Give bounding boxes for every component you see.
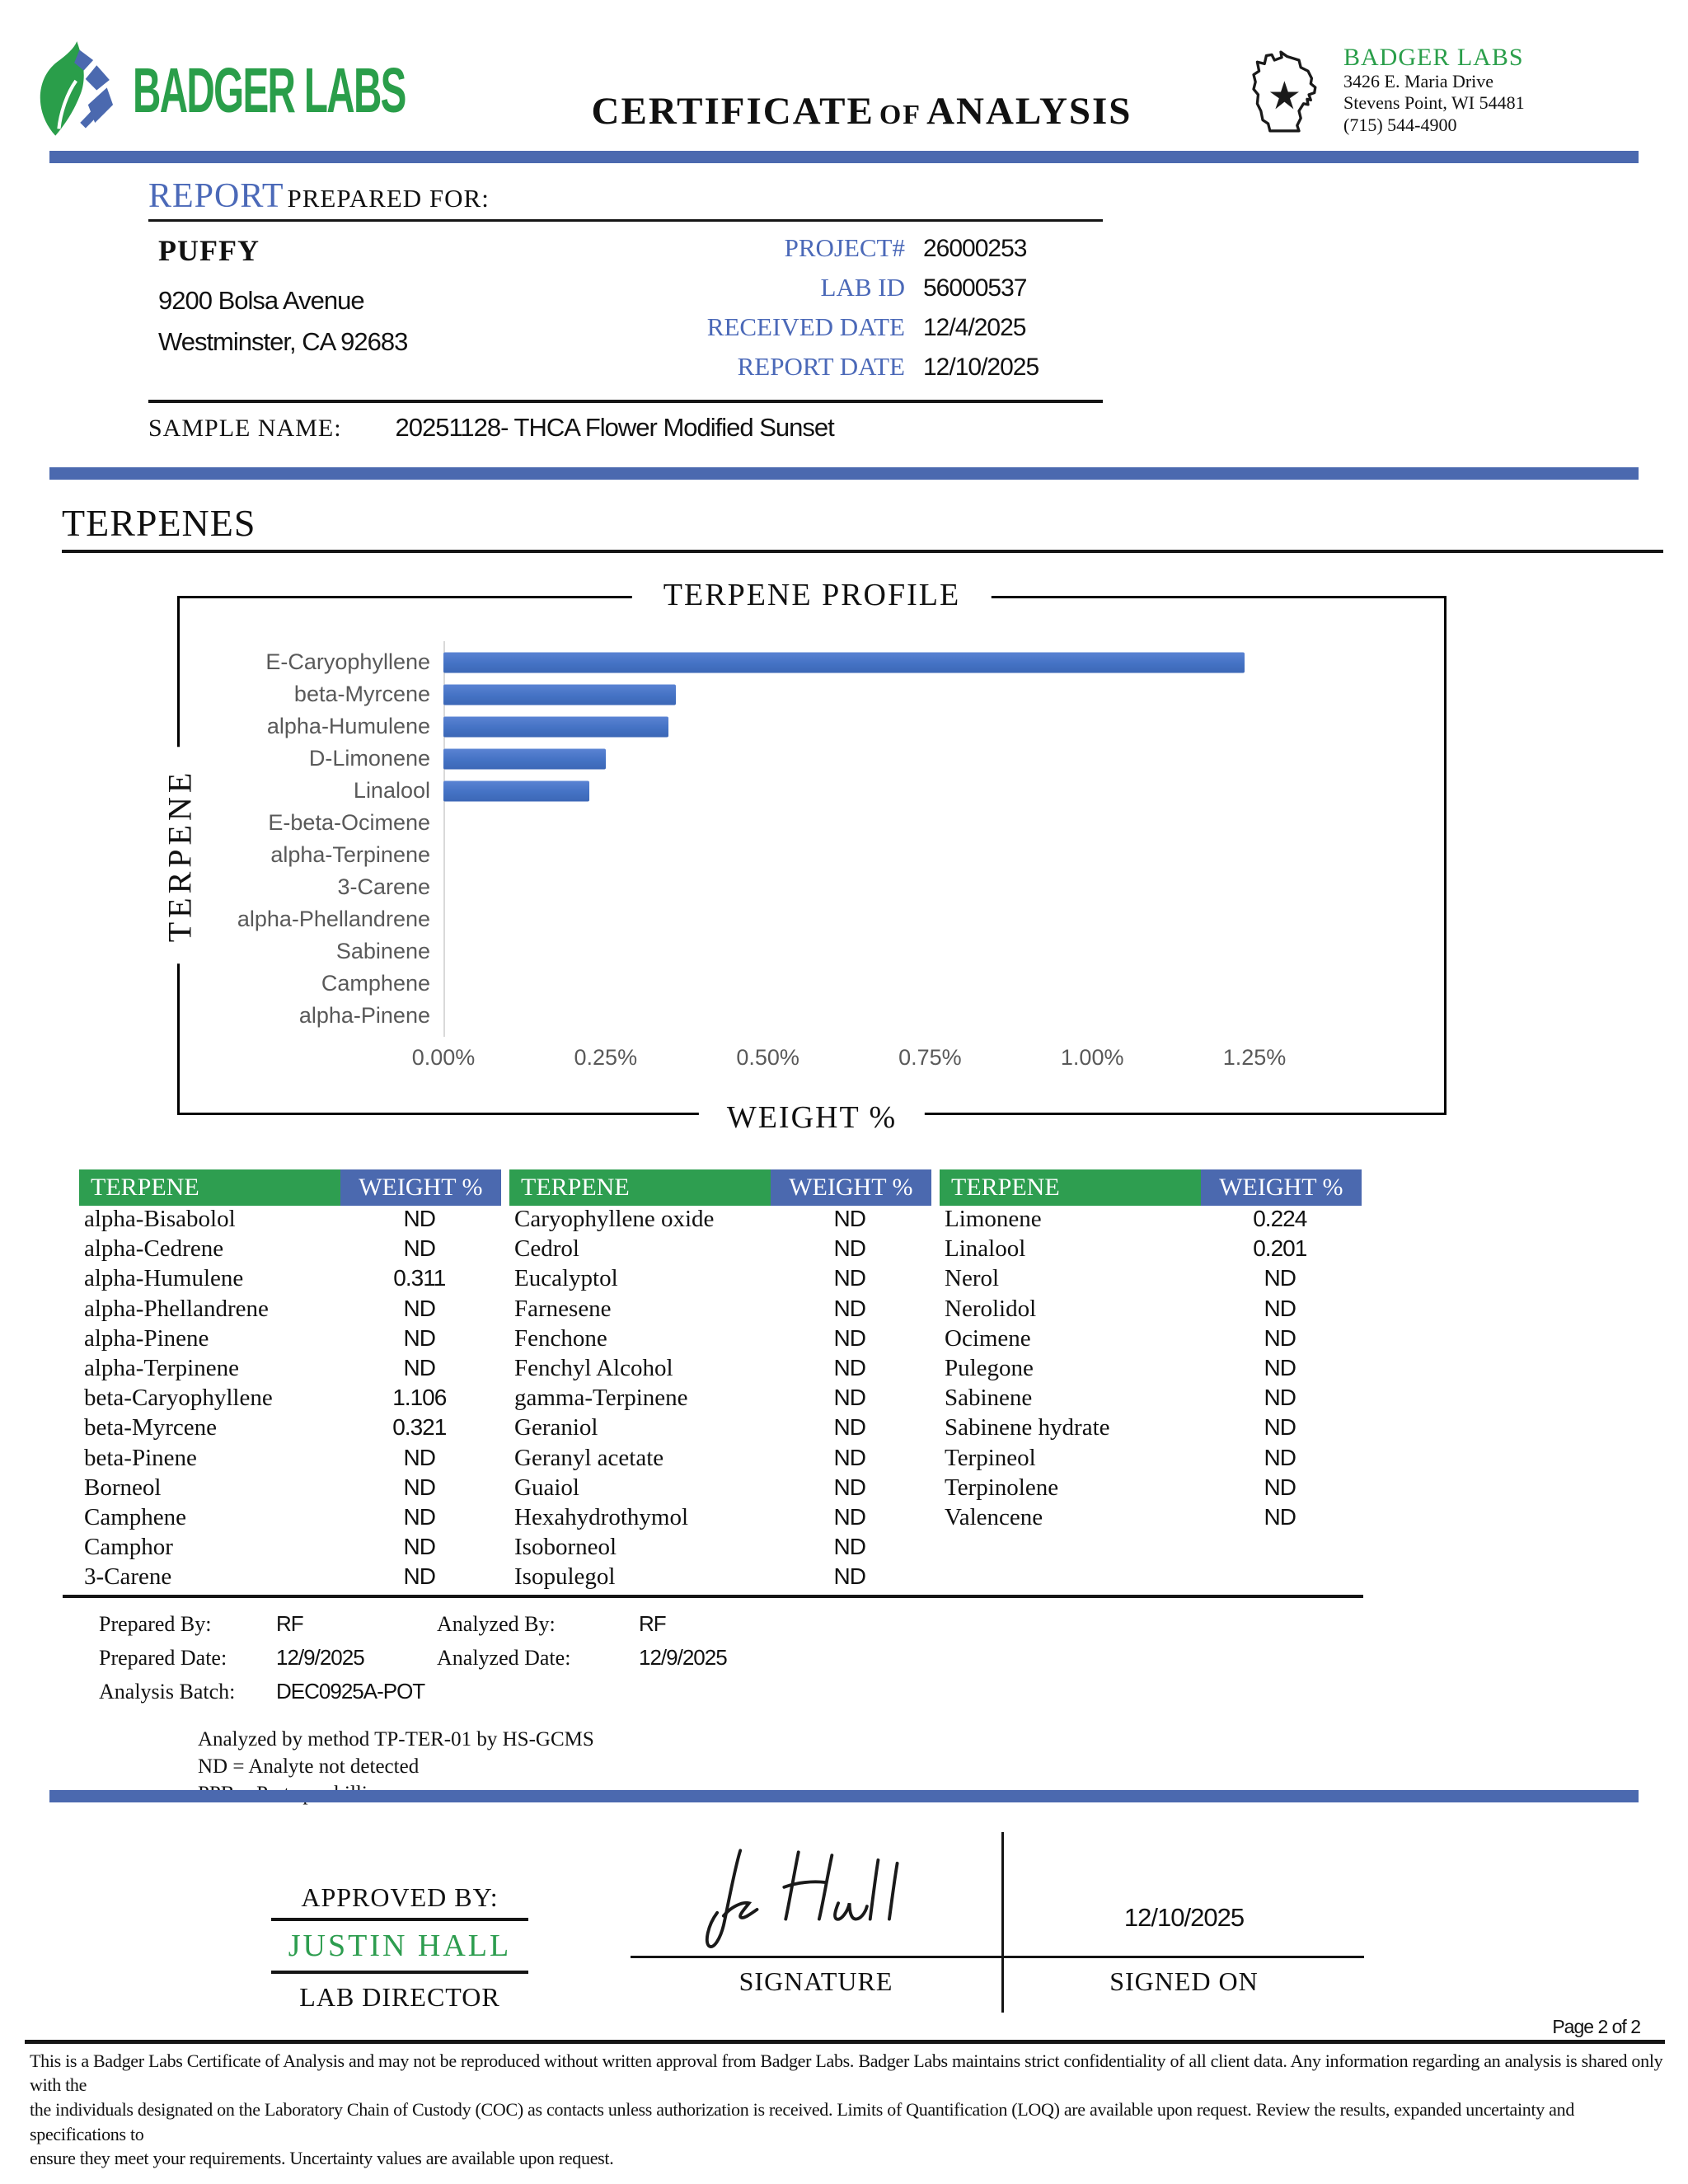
signature-label: SIGNATURE (738, 1966, 893, 1996)
weight-value-cell: ND (1264, 1385, 1296, 1411)
terpene-name-cell: Fenchyl Alcohol (514, 1354, 673, 1381)
signed-on-date: 12/10/2025 (1123, 1902, 1245, 1932)
meta-label: LAB ID (820, 273, 905, 302)
meta-row (575, 352, 1103, 382)
weight-value-cell: ND (403, 1563, 435, 1590)
table-row (79, 1504, 501, 1534)
client-address-line2: Westminster, CA 92683 (158, 327, 408, 356)
chart-bar (443, 684, 676, 705)
terpene-name-cell: alpha-Bisabolol (84, 1206, 236, 1232)
chart-row (180, 935, 1349, 968)
meta-value: 56000537 (923, 274, 1027, 302)
terpene-name-cell: Nerol (945, 1265, 1000, 1292)
approved-by-inner (271, 1882, 528, 2013)
meta-value: 12/4/2025 (923, 314, 1026, 341)
terpene-column-header: TERPENE (79, 1169, 340, 1206)
terpene-profile-chart (161, 578, 1447, 1135)
weight-column-header: WEIGHT % (340, 1169, 501, 1206)
table-row (940, 1385, 1362, 1414)
table-row (509, 1474, 931, 1504)
chart-rows (180, 646, 1349, 1032)
terpenes-section-title: TERPENES (62, 501, 1663, 553)
chart-bar (443, 748, 606, 769)
terpene-results-table (79, 1169, 1362, 1593)
signature-icon (692, 1836, 940, 1956)
title-certificate: CERTIFICATE (591, 90, 874, 133)
footer-block (0, 1790, 1688, 2184)
table-row (940, 1474, 1362, 1504)
table-group-1-rows (79, 1206, 501, 1593)
report-meta (575, 233, 1103, 391)
table-row (940, 1445, 1362, 1474)
table-group-3-rows (940, 1206, 1362, 1534)
meta-row (575, 312, 1103, 342)
disclaimer-line: the individuals designated on the Laboratory Chain of Custody (COC) as contacts unless authorization is received. Limits of Quantification (LOQ) are available upon request. Review the results, expanded uncertainty and specifications to (30, 2098, 1575, 2144)
terpene-name-cell: Cedrol (514, 1235, 579, 1263)
weight-value-cell: ND (403, 1235, 435, 1262)
chart-bar (443, 716, 668, 737)
analyzed-date-label: Analyzed Date: (437, 1646, 571, 1671)
terpene-name-cell: Camphor (84, 1534, 173, 1561)
weight-value-cell: ND (833, 1563, 865, 1590)
analyzed-by-label: Analyzed By: (437, 1612, 556, 1637)
chart-title: TERPENE PROFILE (632, 577, 992, 613)
report-heading (148, 176, 1103, 222)
weight-value-cell: ND (833, 1444, 865, 1470)
signed-on-cell (1001, 1832, 1364, 1958)
meta-label: PROJECT# (784, 233, 905, 262)
table-row (79, 1325, 501, 1355)
chart-bar-track (443, 903, 1349, 935)
table-row (509, 1296, 931, 1325)
chart-row (180, 968, 1349, 1000)
table-group-3 (940, 1169, 1362, 1593)
table-row (79, 1296, 501, 1325)
chart-category-label: D-Limonene (308, 746, 430, 771)
weight-value-cell: ND (833, 1354, 865, 1380)
weight-value-cell: ND (403, 1474, 435, 1500)
chart-category-label: alpha-Pinene (298, 1003, 430, 1028)
weight-value-cell: ND (403, 1534, 435, 1560)
chart-x-tick: 0.25% (574, 1045, 638, 1070)
weight-value-cell: 0.321 (392, 1414, 447, 1441)
table-row (509, 1325, 931, 1355)
terpene-name-cell: alpha-Humulene (84, 1265, 244, 1292)
chart-bar-track (443, 710, 1349, 743)
weight-value-cell: ND (833, 1265, 865, 1291)
table-header (509, 1169, 931, 1206)
approval-section (169, 1832, 1688, 2013)
chart-x-tick: 0.00% (411, 1045, 476, 1070)
page-number: Page 2 of 2 (1552, 2015, 1640, 2037)
lab-address-block (1245, 45, 1640, 139)
meta-value: 26000253 (923, 235, 1027, 262)
weight-value-cell: ND (1264, 1354, 1296, 1380)
divider-bar-bottom (49, 1790, 1639, 1802)
table-row (940, 1265, 1362, 1295)
chart-x-ticks (411, 1045, 1287, 1080)
title-of: OF (879, 100, 922, 130)
lab-director-name: JUSTIN HALL (271, 1921, 528, 1974)
meta-value: 12/10/2025 (923, 354, 1039, 381)
weight-value-cell: ND (833, 1534, 865, 1560)
chart-row (180, 775, 1349, 807)
terpene-name-cell: Linalool (945, 1235, 1026, 1263)
weight-value-cell: ND (403, 1206, 435, 1231)
terpene-name-cell: Fenchone (514, 1324, 607, 1352)
table-row (79, 1265, 501, 1295)
chart-bar (443, 780, 589, 801)
table-group-1 (79, 1169, 501, 1593)
chart-bar (443, 652, 1245, 673)
chart-plot-area (180, 598, 1444, 1080)
prepared-date-label: Prepared Date: (99, 1646, 227, 1671)
chart-bar-track (443, 1000, 1349, 1032)
terpene-name-cell: Hexahydrothymol (514, 1503, 689, 1530)
table-row (79, 1474, 501, 1504)
badger-labs-logo (30, 40, 479, 143)
meta-label: RECEIVED DATE (706, 312, 905, 341)
chart-row (180, 710, 1349, 743)
report-word: REPORT (148, 177, 284, 215)
meta-row (575, 233, 1103, 263)
weight-value-cell: 0.311 (393, 1265, 446, 1291)
wisconsin-state-icon (1245, 45, 1335, 139)
prepared-by-value: RF (276, 1611, 303, 1637)
table-row (79, 1385, 501, 1414)
disclaimer-line: This is a Badger Labs Certificate of Analysis and may not be reproduced without written approval from Badger Labs. Badger Labs maintains strict confidentiality of all client data. Any information regarding an analysis is shared only with the (30, 2050, 1663, 2096)
analyzed-date-value: 12/9/2025 (639, 1645, 727, 1671)
weight-value-cell: 1.106 (392, 1385, 447, 1411)
header (0, 0, 1688, 143)
chart-x-tick: 0.75% (898, 1045, 962, 1070)
table-row (940, 1355, 1362, 1385)
weight-value-cell: ND (833, 1503, 865, 1530)
lab-address-line1: 3426 E. Maria Drive (1343, 70, 1494, 91)
table-group-2-rows (509, 1206, 931, 1593)
table-row (509, 1445, 931, 1474)
terpene-name-cell: Limonene (945, 1206, 1042, 1232)
terpene-name-cell: beta-Pinene (84, 1444, 197, 1471)
weight-value-cell: ND (1264, 1324, 1296, 1351)
chart-bar-track (443, 646, 1349, 678)
terpene-name-cell: Borneol (84, 1474, 162, 1501)
table-row (940, 1235, 1362, 1265)
terpene-name-cell: Isoborneol (514, 1534, 617, 1561)
terpene-name-cell: Camphene (84, 1503, 187, 1530)
lab-info (1343, 45, 1525, 139)
table-row (940, 1296, 1362, 1325)
chart-category-label: Camphene (321, 971, 430, 996)
client-name: PUFFY (158, 234, 260, 267)
table-group-2 (509, 1169, 931, 1593)
disclaimer-line: ensure they meet your requirements. Uncertainty values are available upon request. (30, 2148, 614, 2169)
weight-value-cell: ND (403, 1295, 435, 1321)
chart-bar-track (443, 935, 1349, 968)
analysis-batch-label: Analysis Batch: (99, 1680, 236, 1704)
terpene-column-header: TERPENE (509, 1169, 771, 1206)
terpene-name-cell: Pulegone (945, 1354, 1034, 1381)
chart-x-axis-label: WEIGHT % (699, 1099, 925, 1136)
weight-value-cell: ND (833, 1385, 865, 1411)
terpene-name-cell: Farnesene (514, 1295, 612, 1322)
chart-row (180, 871, 1349, 903)
table-row (509, 1235, 931, 1265)
chart-x-tick: 1.25% (1222, 1045, 1287, 1070)
terpene-name-cell: Eucalyptol (514, 1265, 618, 1292)
analysis-notes-grid (99, 1611, 1688, 1704)
analysis-notes (99, 1611, 1688, 1807)
weight-value-cell: ND (1264, 1474, 1296, 1500)
weight-value-cell: ND (833, 1206, 865, 1231)
chart-category-label: E-beta-Ocimene (268, 810, 430, 835)
chart-category-label: E-Caryophyllene (265, 649, 430, 674)
chart-row (180, 678, 1349, 710)
weight-value-cell: ND (403, 1354, 435, 1380)
table-row (940, 1206, 1362, 1235)
chart-category-label: alpha-Terpinene (270, 842, 430, 867)
chart-bar-track (443, 807, 1349, 839)
table-row (79, 1235, 501, 1265)
table-header (79, 1169, 501, 1206)
page-title (479, 89, 1245, 134)
chart-row (180, 1000, 1349, 1032)
table-row (79, 1206, 501, 1235)
chart-x-tick: 1.00% (1060, 1045, 1124, 1070)
signed-on-label: SIGNED ON (1001, 1958, 1364, 2013)
nd-note: ND = Analyte not detected (198, 1755, 420, 1779)
terpene-name-cell: alpha-Terpinene (84, 1354, 239, 1381)
terpene-name-cell: Sabinene hydrate (945, 1414, 1110, 1441)
chart-row (180, 646, 1349, 678)
title-analysis: ANALYSIS (926, 90, 1132, 133)
table-row (509, 1265, 931, 1295)
terpene-name-cell: Valencene (945, 1503, 1043, 1530)
chart-category-label: alpha-Phellandrene (237, 907, 430, 931)
terpene-name-cell: beta-Myrcene (84, 1414, 218, 1441)
weight-value-cell: ND (833, 1235, 865, 1262)
logo-wordmark: BADGER LABS (133, 55, 406, 127)
table-row (79, 1445, 501, 1474)
weight-value-cell: ND (1264, 1295, 1296, 1321)
table-row (940, 1504, 1362, 1534)
lab-director-role: LAB DIRECTOR (299, 1981, 500, 2012)
chart-category-label: Linalool (353, 778, 430, 803)
terpene-name-cell: Guaiol (514, 1474, 579, 1501)
table-row (940, 1325, 1362, 1355)
terpene-name-cell: Nerolidol (945, 1295, 1037, 1322)
terpene-name-cell: alpha-Pinene (84, 1324, 209, 1352)
weight-value-cell: ND (833, 1414, 865, 1441)
prepared-by-label: Prepared By: (99, 1612, 212, 1637)
table-row (940, 1414, 1362, 1444)
sample-name-label: SAMPLE NAME: (148, 415, 342, 442)
terpene-name-cell: Ocimene (945, 1324, 1031, 1352)
table-row (509, 1534, 931, 1563)
approved-by-label: APPROVED BY: (271, 1882, 528, 1921)
chart-category-label: beta-Myrcene (293, 682, 430, 706)
chart-category-label: Sabinene (335, 939, 430, 963)
table-row (79, 1355, 501, 1385)
chart-row (180, 743, 1349, 775)
meta-label: REPORT DATE (737, 352, 905, 381)
signature-cell (631, 1832, 1001, 1958)
analyzed-by-value: RF (639, 1611, 666, 1637)
chart-bar-track (443, 968, 1349, 1000)
terpene-name-cell: beta-Caryophyllene (84, 1385, 273, 1412)
weight-value-cell: 0.224 (1253, 1206, 1307, 1231)
table-row (79, 1563, 501, 1593)
terpene-column-header: TERPENE (940, 1169, 1201, 1206)
weight-value-cell: ND (1264, 1503, 1296, 1530)
report-section (148, 176, 1103, 446)
chart-x-tick: 0.50% (736, 1045, 799, 1070)
client-block (148, 233, 575, 391)
weight-value-cell: ND (403, 1324, 435, 1351)
footer-rule (25, 2040, 1665, 2044)
approved-by-block (169, 1882, 631, 2013)
terpene-name-cell: Terpinolene (945, 1474, 1059, 1501)
weight-value-cell: 0.201 (1253, 1235, 1307, 1262)
chart-row (180, 839, 1349, 871)
weight-value-cell: ND (403, 1503, 435, 1530)
weight-value-cell: ND (403, 1444, 435, 1470)
weight-value-cell: ND (833, 1324, 865, 1351)
chart-bar-track (443, 743, 1349, 775)
chart-bar-track (443, 839, 1349, 871)
table-row (509, 1206, 931, 1235)
chart-category-label: alpha-Humulene (266, 714, 430, 738)
leaf-logo-icon (30, 40, 133, 143)
weight-column-header: WEIGHT % (1201, 1169, 1362, 1206)
table-header (940, 1169, 1362, 1206)
terpene-name-cell: Geranyl acetate (514, 1444, 664, 1471)
chart-category-label: 3-Carene (337, 874, 430, 899)
table-bottom-rule (63, 1595, 1363, 1598)
terpene-name-cell: Isopulegol (514, 1563, 616, 1591)
lab-phone: (715) 544-4900 (1343, 115, 1457, 136)
terpene-name-cell: 3-Carene (84, 1563, 172, 1591)
sample-name-row (148, 403, 1103, 446)
disclaimer-text (30, 2049, 1663, 2171)
terpene-name-cell: alpha-Cedrene (84, 1235, 224, 1263)
divider-bar-top (49, 151, 1639, 163)
terpene-name-cell: Geraniol (514, 1414, 598, 1441)
divider-bar-middle (49, 467, 1639, 480)
client-address-line1: 9200 Bolsa Avenue (158, 286, 364, 315)
weight-value-cell: ND (1264, 1265, 1296, 1291)
table-row (509, 1504, 931, 1534)
table-row (509, 1385, 931, 1414)
table-row (509, 1563, 931, 1593)
terpene-name-cell: Caryophyllene oxide (514, 1206, 715, 1232)
chart-row (180, 807, 1349, 839)
chart-bar-track (443, 678, 1349, 710)
method-note: Analyzed by method TP-TER-01 by HS-GCMS (198, 1728, 594, 1751)
table-row (509, 1414, 931, 1444)
terpene-name-cell: Sabinene (945, 1385, 1033, 1412)
report-sublabel: PREPARED FOR: (287, 184, 490, 213)
signature-grid (631, 1832, 1364, 2013)
weight-value-cell: ND (1264, 1414, 1296, 1441)
chart-y-axis-label: TERPENE (161, 748, 199, 964)
terpene-name-cell: alpha-Phellandrene (84, 1295, 269, 1322)
lab-name: BADGER LABS (1343, 44, 1524, 71)
terpene-name-cell: Terpineol (945, 1444, 1036, 1471)
table-row (79, 1534, 501, 1563)
lab-address-line2: Stevens Point, WI 54481 (1343, 92, 1525, 114)
report-body (148, 222, 1103, 403)
weight-value-cell: ND (833, 1295, 865, 1321)
chart-row (180, 903, 1349, 935)
weight-value-cell: ND (1264, 1444, 1296, 1470)
sample-name-value: 20251128- THCA Flower Modified Sunset (395, 413, 834, 442)
analysis-batch-value: DEC0925A-POT (276, 1679, 425, 1704)
meta-row (575, 273, 1103, 302)
terpene-name-cell: gamma-Terpinene (514, 1385, 688, 1412)
prepared-date-value: 12/9/2025 (276, 1645, 364, 1671)
chart-bar-track (443, 871, 1349, 903)
table-row (509, 1355, 931, 1385)
chart-bar-track (443, 775, 1349, 807)
weight-column-header: WEIGHT % (771, 1169, 931, 1206)
weight-value-cell: ND (833, 1474, 865, 1500)
table-row (79, 1414, 501, 1444)
